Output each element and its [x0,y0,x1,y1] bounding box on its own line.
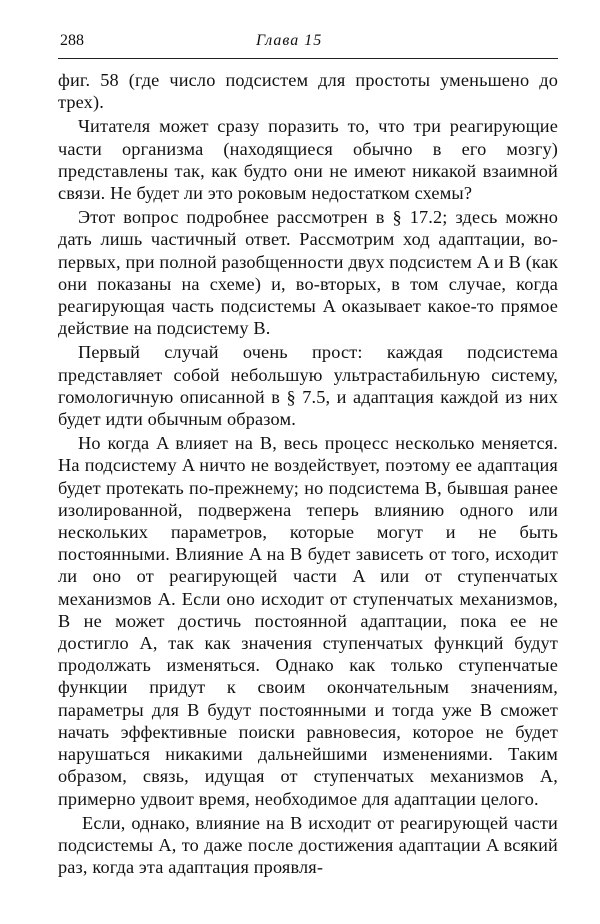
paragraph-two-cases: Этот вопрос подробнее рассмотрен в § 17.2; здесь можно дать лишь частичный ответ. Рассмотрим ход адаптации, во-первых, при полной разобщенности двух подсистем A и B (как они показаны на схеме) и, во-вторых, в том случае, когда реагирующая часть подсистемы A оказывает какое-то прямое действие на подсистему B. [58,207,558,339]
page-number: 288 [60,32,84,49]
paragraph-continuation: фиг. 58 (где число подсистем для простоты уменьшено до трех). [58,70,558,113]
page-header [58,32,558,59]
book-page [58,32,558,878]
paragraph-second-case: Но когда A влияет на B, весь процесс несколько меняется. На подсистему A ничто не воздействует, поэтому ее адаптация будет протекать по-прежнему; но подсистема B, бывшая ранее изолированной, подвержена теперь влиянию одного или нескольких параметров, которые могут и не быть постоянными. Влияние A на B будет зависеть от того, исходит ли оно от реагирующей части A или от ступенчатых механизмов A. Если оно исходит от ступенчатых механизмов, B не может достичь постоянной адаптации, пока ее не достигло A, так как значения ступенчатых функций будут продолжать изменяться. Однако как только ступенчатые функции придут к своим окончательным значениям, параметры для B будут постоянными и тогда уже B сможет начать эффективные поиски равновесия, которое не будет нарушаться никакими дальнейшими изменениями. Таким образом, связь, идущая от ступенчатых механизмов A, примерно удвоит время, необходимое для адаптации целого. [58,433,558,809]
paragraph-reacting-part: Если, однако, влияние на B исходит от реагирующей части подсистемы A, то даже после достижения адаптации A всякий раз, когда эта адаптация проявля- [58,812,558,878]
body-text [58,69,558,878]
paragraph-first-case: Первый случай очень прост: каждая подсистема представляет собой небольшую ультрастабильную систему, гомологичную описанной в § 7.5, и адаптация каждой из них будет идти обычным образом. [58,342,558,430]
paragraph-reader-question: Читателя может сразу поразить то, что три реагирующие части организма (находящиеся обычно в его мозгу) представлены так, как будто они не имеют никакой взаимной связи. Не будет ли это роковым недостатком схемы? [58,116,558,204]
running-title: Глава 15 [256,32,323,49]
